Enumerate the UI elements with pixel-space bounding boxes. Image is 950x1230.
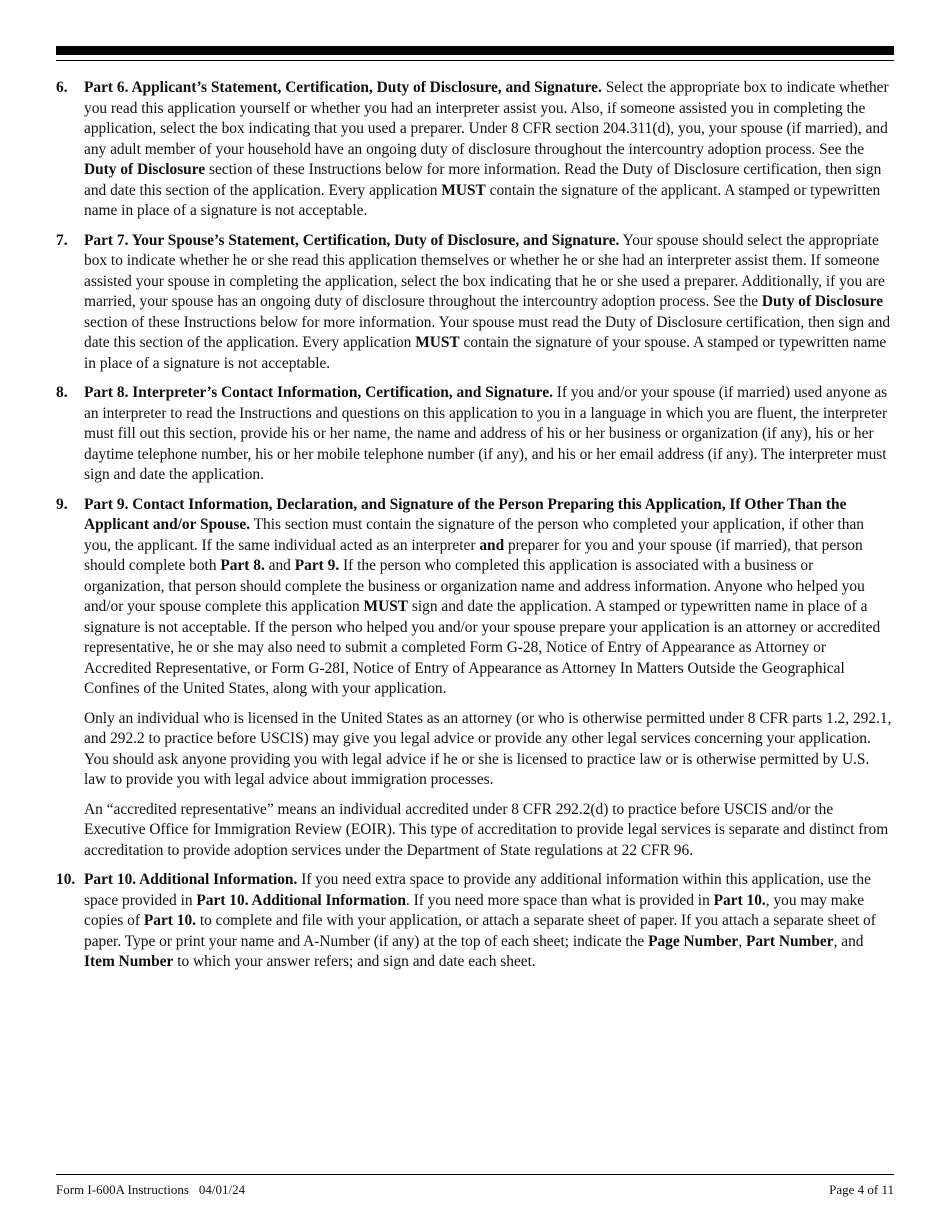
- item-paragraph: Part 8. Interpreter’s Contact Information, Certification, and Signature. If you and/or your spouse (if married) used anyone as an interpreter to read the Instructions and questions on this application to you in a language in which you are fluent, the interpreter must fill out this section, provide his or her name, the name and address of his or her business or organization (if any), his or her daytime telephone number, his or her mobile telephone number (if any), and his or her email address (if any). The interpreter must sign and date the application.: [84, 384, 888, 483]
- instructions-body: [56, 78, 894, 982]
- footer-rule: [56, 1174, 894, 1175]
- item-title: Part 6. Applicant’s Statement, Certification, Duty of Disclosure, and Signature.: [84, 79, 602, 96]
- instruction-item-10: [56, 870, 894, 973]
- item-paragraph: Part 9. Contact Information, Declaration, and Signature of the Person Preparing this Application, If Other Than the Applicant and/or Spouse. This section must contain the signature of the person who completed your application, if other than you, the applicant. If the same individual acted as an interpreter and preparer for you and your spouse (if married), that person should complete both Part 8. and Part 9. If the person who completed this application is associated with a business or organization, that person should complete the business or organization name and address information. Anyone who helped you and/or your spouse complete this application MUST sign and date the application. A stamped or typewritten name in place of a signature is not acceptable. If the person who helped you and/or your spouse prepare your application is an attorney or accredited representative, he or she may also need to submit a completed Form G-28, Notice of Entry of Appearance as Attorney or Accredited Representative, or Form G-28I, Notice of Entry of Appearance as Attorney In Matters Outside the Geographical Confines of the United States, along with your application.: [84, 495, 881, 697]
- header-rule-thin: [56, 60, 894, 61]
- footer-form-name: Form I-600A Instructions: [56, 1182, 189, 1197]
- item-title: Part 7. Your Spouse’s Statement, Certification, Duty of Disclosure, and Signature.: [84, 231, 620, 249]
- item-number: 6.: [56, 79, 68, 96]
- footer-form-info: [56, 1182, 245, 1198]
- item-number: 10.: [56, 871, 76, 888]
- header-rule-thick: [56, 46, 894, 55]
- instruction-item-8: [56, 383, 894, 486]
- item-paragraph: Part 6. Applicant’s Statement, Certification, Duty of Disclosure, and Signature. Select the appropriate box to indicate whether you read this application yourself or whether you had an interpreter assist you. Also, if someone assisted you in completing the application, select the box indicating that you used a preparer. Under 8 CFR section 204.311(d), you, your spouse (if married), and any adult member of your household have an ongoing duty of disclosure throughout the intercountry adoption process. See the Duty of Disclosure section of these Instructions below for more information. Read the Duty of Disclosure certification, then sign and date this section of the application. Every application MUST contain the signature of the applicant. A stamped or typewritten name in place of a signature is not acceptable.: [84, 79, 889, 219]
- item-paragraph: Part 7. Your Spouse’s Statement, Certification, Duty of Disclosure, and Signature. Your spouse should select the appropriate box to indicate whether he or she read this application themselves or whether he or she had an interpreter assist them. If someone assisted your spouse in completing the application, select the box indicating that he or she used a preparer. Additionally, if you are married, your spouse has an ongoing duty of disclosure throughout the intercountry adoption process. See the Duty of Disclosure section of these Instructions below for more information. Your spouse must read the Duty of Disclosure certification, then sign and date this section of the application. Every application MUST contain the signature of your spouse. A stamped or typewritten name in place of a signature is not acceptable.: [84, 231, 891, 372]
- item-number: 8.: [56, 384, 68, 401]
- instruction-item-6: [56, 78, 894, 222]
- footer-page-number: Page 4 of 11: [829, 1182, 894, 1197]
- item-number: 9.: [56, 495, 68, 513]
- item-title: Part 10. Additional Information.: [84, 871, 298, 888]
- item-paragraph: Part 10. Additional Information. If you need extra space to provide any additional information within this application, use the space provided in Part 10. Additional Information. If you need more space than what is provided in Part 10., you may make copies of Part 10. to complete and file with your application, or attach a separate sheet of paper. If you attach a separate sheet of paper. Type or print your name and A-Number (if any) at the top of each sheet; indicate the Page Number, Part Number, and Item Number to which your answer refers; and sign and date each sheet.: [84, 871, 876, 970]
- instruction-item-9: [56, 495, 894, 862]
- instruction-item-7: [56, 231, 894, 375]
- footer-date: 04/01/24: [198, 1182, 246, 1197]
- item-title: Part 9. Contact Information, Declaration, and Signature of the Person Preparing this Application, If Other Than the Applicant and/or Spouse.: [84, 495, 847, 533]
- item-paragraph-accredited-representative: An “accredited representative” means an individual accredited under 8 CFR 292.2(d) to practice before USCIS and/or the Executive Office for Immigration Review (EOIR). This type of accreditation to provide legal services is separate and distinct from accreditation to provide adoption services under the Department of State regulations at 22 CFR 96.: [84, 800, 889, 859]
- item-title: Part 8. Interpreter’s Contact Information, Certification, and Signature.: [84, 384, 553, 401]
- item-number: 7.: [56, 231, 68, 249]
- item-paragraph-legal-advice: Only an individual who is licensed in the United States as an attorney (or who is otherwise permitted under 8 CFR parts 1.2, 292.1, and 292.2 to practice before USCIS) may give you legal advice or provide any other legal services concerning your application. You should ask anyone providing you with legal advice if he or she is licensed to practice law or is otherwise permitted by U.S. law to provide you with legal advice about immigration processes.: [84, 709, 892, 788]
